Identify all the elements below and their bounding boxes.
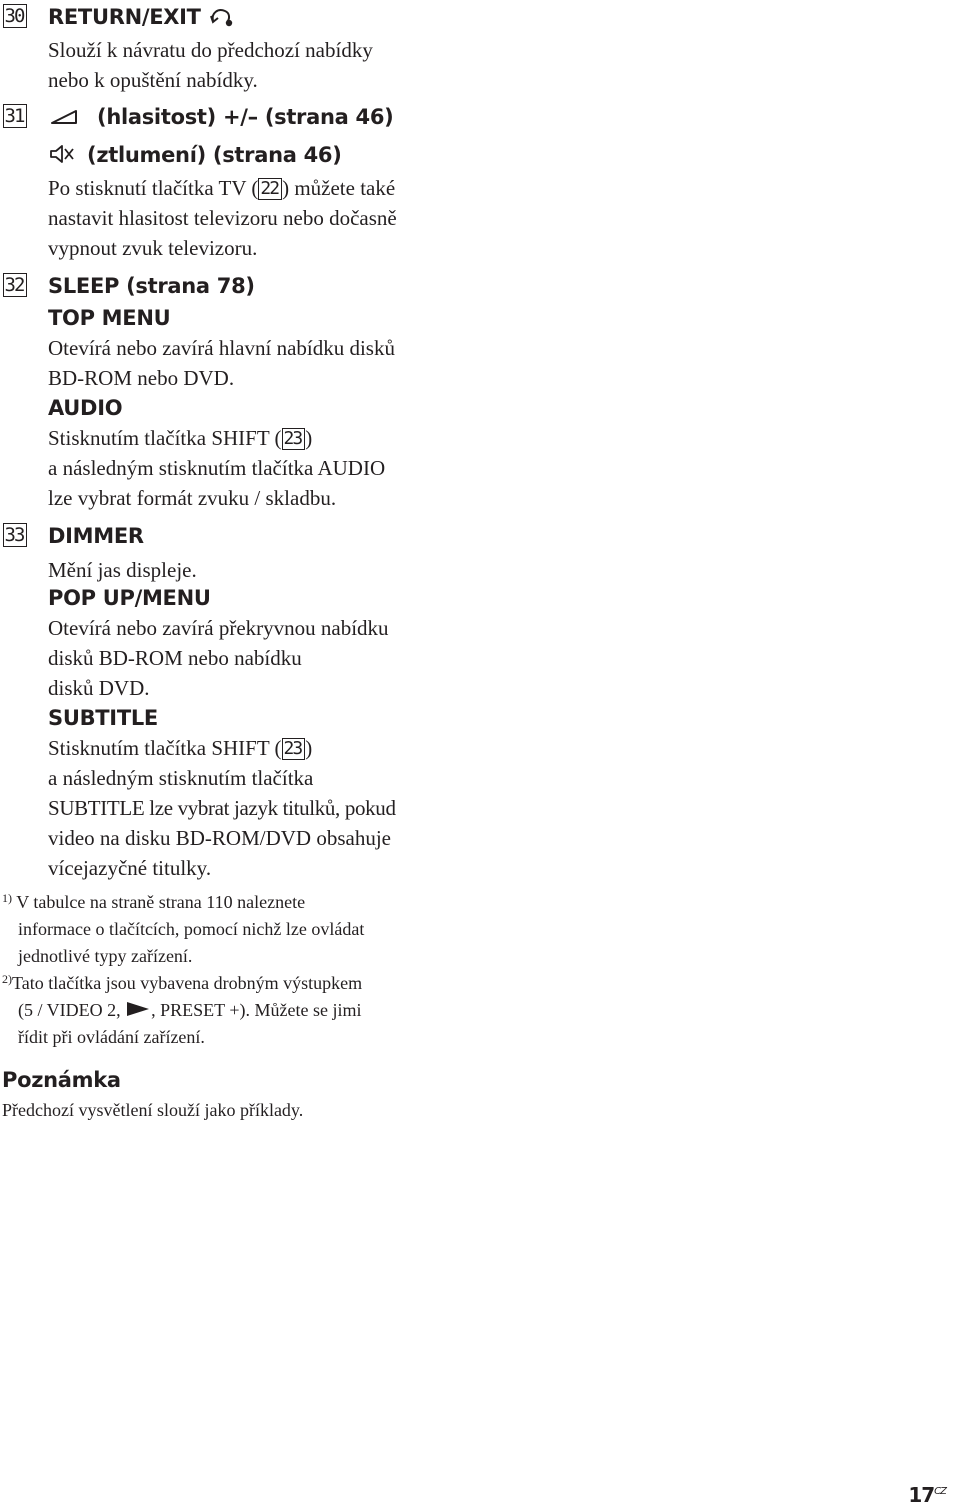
return-arrow-icon (208, 5, 238, 27)
ref-23-button-number: 23 (282, 738, 306, 760)
page-number: $17^{CZ}$ (908, 1483, 946, 1507)
entry-32-title: SLEEP (strana 78) (48, 274, 255, 298)
item-number-30: 30 (3, 4, 27, 28)
entry-31-desc-3: vypnout zvuk televizoru. (48, 236, 258, 260)
entry-31-title-mute: (ztlumení) (strana 46) (48, 142, 342, 168)
subtitle-desc-1: Stisknutím tlačítka SHIFT ( 23 ) (48, 736, 313, 760)
ref-22-button-number: 22 (258, 178, 282, 200)
entry-31-desc-1: Po stisknutí tlačítka TV ( 22 ) můžete také (48, 176, 396, 200)
audio-title: AUDIO (48, 396, 123, 420)
ref-23-button-number: 23 (282, 428, 306, 450)
entry-33-title: DIMMER (48, 524, 144, 548)
page-language-code: CZ (934, 1486, 946, 1497)
pop-up-menu-desc-2: disků BD-ROM nebo nabídku (48, 646, 302, 670)
mute-icon (48, 143, 76, 165)
top-menu-desc-2: BD-ROM nebo DVD. (48, 366, 235, 390)
dimmer-desc: Mění jas displeje. (48, 558, 197, 582)
note-title: Poznámka (2, 1068, 121, 1092)
item-number-31: 31 (3, 104, 27, 128)
item-number-33: 33 (3, 523, 27, 547)
footnote-2-mark: 2) (2, 972, 12, 986)
play-icon (125, 1000, 151, 1018)
pop-up-menu-desc-1: Otevírá nebo zavírá překryvnou nabídku (48, 616, 389, 640)
entry-30-title: RETURN/EXIT (48, 4, 238, 30)
subtitle-desc-2: a následným stisknutím tlačítka (48, 766, 314, 790)
entry-31-desc-2: nastavit hlasitost televizoru nebo dočasně (48, 206, 397, 230)
top-menu-desc-1: Otevírá nebo zavírá hlavní nabídku disků (48, 336, 395, 360)
subtitle-desc-4: video na disku BD-ROM/DVD obsahuje (48, 826, 391, 850)
audio-desc-2: a následným stisknutím tlačítka AUDIO (48, 456, 386, 480)
volume-icon (48, 105, 82, 127)
footnote-1-mark: 1) (2, 891, 12, 905)
subtitle-desc-3: SUBTITLE lze vybrat jazyk titulků, pokud (48, 796, 396, 820)
entry-31-title-volume: (hlasitost) +/– (strana 46) (48, 104, 393, 130)
footnote-2: $^{2)}$Tato tlačítka jsou vybavena drobným výstupkem (5 / VIDEO 2, , PRESET +). Můžete se jimi řídit při ovládání zařízení. (2, 972, 363, 1047)
audio-desc-1: Stisknutím tlačítka SHIFT ( 23 ) (48, 426, 313, 450)
top-menu-title: TOP MENU (48, 306, 171, 330)
pop-up-menu-desc-3: disků DVD. (48, 676, 150, 700)
item-number-32: 32 (3, 273, 27, 297)
entry-30-desc-2: nebo k opuštění nabídky. (48, 68, 258, 92)
subtitle-title: SUBTITLE (48, 706, 158, 730)
footnote-1: $^{1)}$ V tabulce na straně strana 110 naleznete informace o tlačítcích, pomocí nichž lze ovládat jednotlivé typy zařízení. (2, 891, 365, 966)
subtitle-desc-5: vícejazyčné titulky. (48, 856, 212, 880)
note-text: Předchozí vysvětlení slouží jako příklady. (2, 1100, 304, 1120)
audio-desc-3: lze vybrat formát zvuku / skladbu. (48, 486, 337, 510)
pop-up-menu-title: POP UP/MENU (48, 586, 211, 610)
entry-30-desc-1: Slouží k návratu do předchozí nabídky (48, 38, 373, 62)
